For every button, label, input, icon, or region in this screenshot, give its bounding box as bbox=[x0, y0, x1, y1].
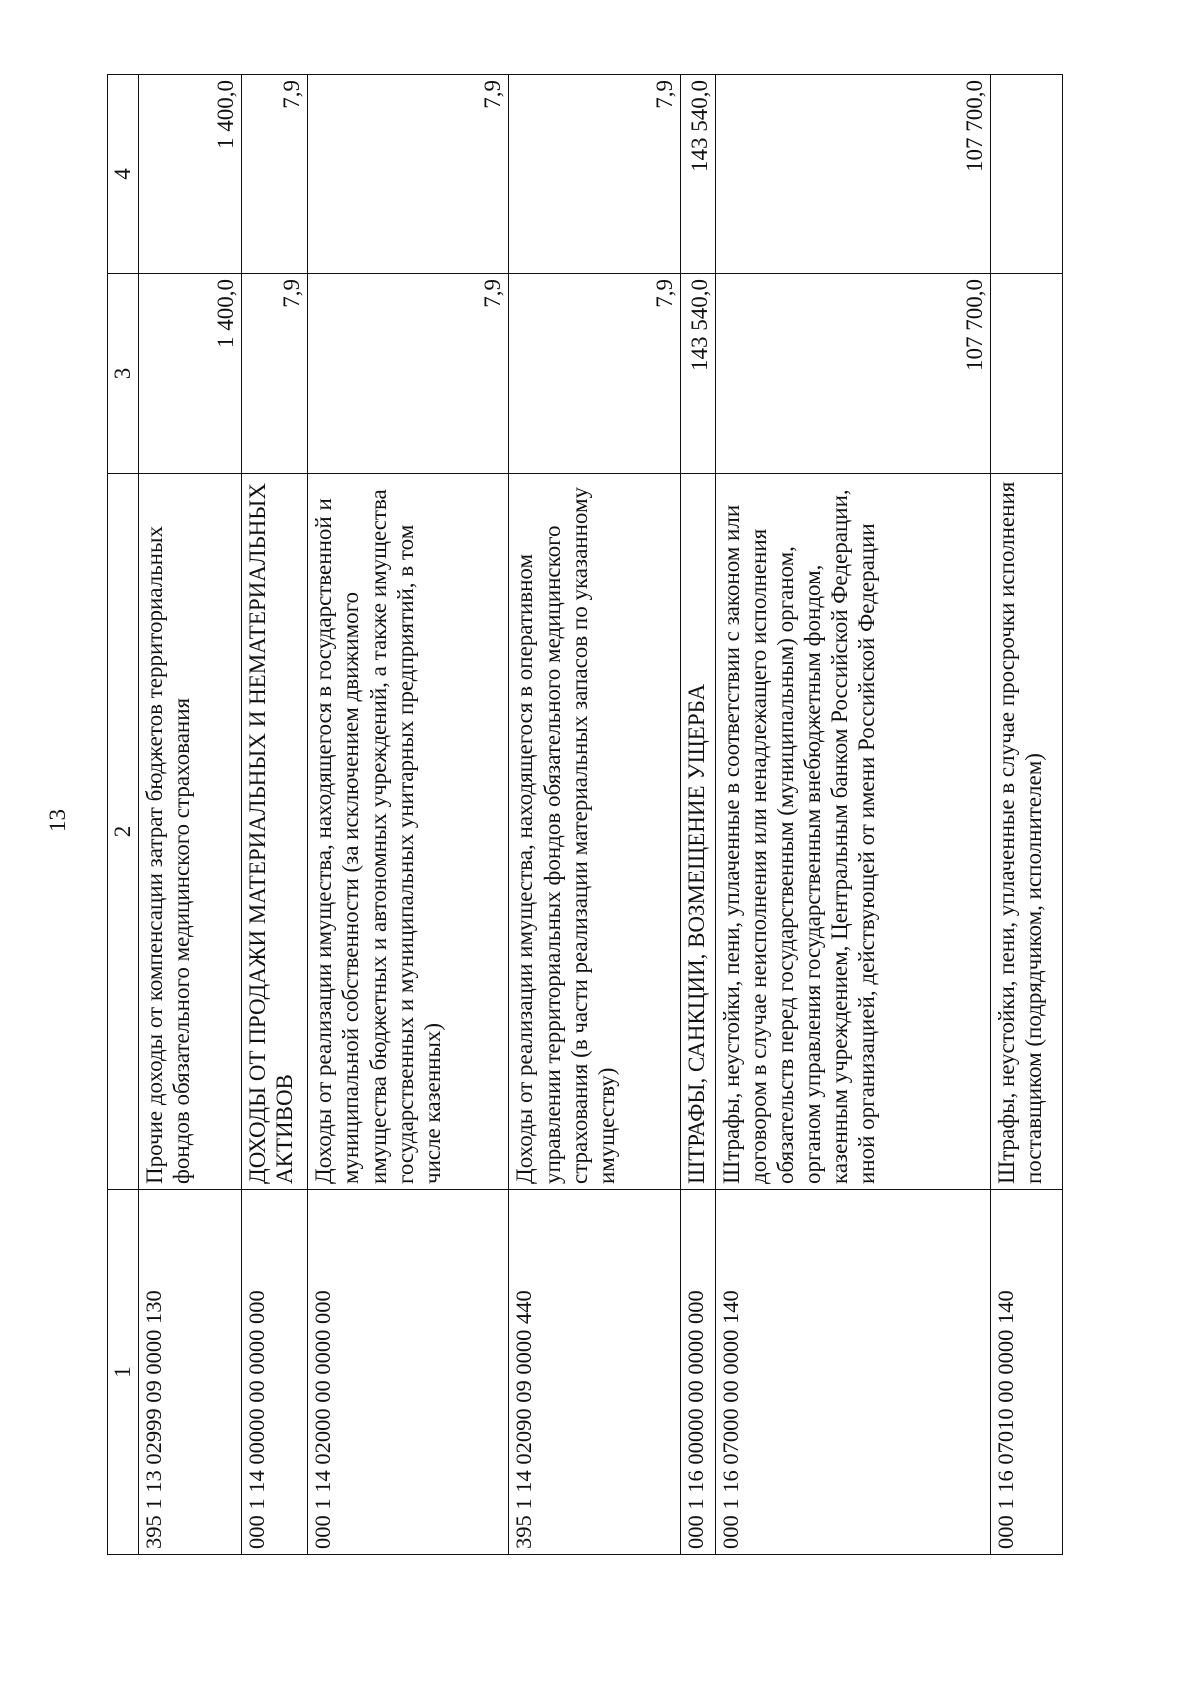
revenue-name-cell: Прочие доходы от компенсации затрат бюджетов территориальных фондов обязательного медицинского страхования bbox=[139, 474, 242, 1190]
table-header-row bbox=[108, 75, 139, 1555]
revenue-name-cell: Штрафы, неустойки, пени, уплаченные в случае просрочки исполнения поставщиком (подрядчиком, исполнителем) bbox=[990, 474, 1062, 1190]
amount-col3-cell: 7,9 bbox=[509, 274, 680, 474]
budget-code-cell: 000 1 16 07000 00 0000 140 bbox=[715, 1190, 990, 1555]
amount-col3-cell: 143 540,0 bbox=[680, 274, 715, 474]
amount-col4-cell: 1 400,0 bbox=[139, 75, 242, 274]
table-row bbox=[509, 75, 680, 1555]
table-row bbox=[139, 75, 242, 1555]
revenue-name-cell: ДОХОДЫ ОТ ПРОДАЖИ МАТЕРИАЛЬНЫХ И НЕМАТЕРИАЛЬНЫХ АКТИВОВ bbox=[241, 474, 308, 1190]
amount-col3-cell: 7,9 bbox=[308, 274, 509, 474]
table-row bbox=[990, 75, 1062, 1555]
amount-col4-cell: 7,9 bbox=[308, 75, 509, 274]
amount-col4-cell bbox=[990, 75, 1062, 274]
budget-code-cell: 000 1 16 00000 00 0000 000 bbox=[680, 1190, 715, 1555]
amount-col4-cell: 7,9 bbox=[241, 75, 308, 274]
revenue-name-cell: Доходы от реализации имущества, находящегося в государственной и муниципальной собственности (за исключением движимого имущества бюджетных и автономных учреждений, а также имущества государственных и муниципальных унитарных предприятий, в том числе казенных) bbox=[308, 474, 509, 1190]
table-row bbox=[680, 75, 715, 1555]
amount-col4-cell: 107 700,0 bbox=[715, 75, 990, 274]
amount-col3-cell: 107 700,0 bbox=[715, 274, 990, 474]
budget-code-cell: 395 1 13 02999 09 0000 130 bbox=[139, 1190, 242, 1555]
revenue-name-cell: Штрафы, неустойки, пени, уплаченные в соответствии с законом или договором в случае неисполнения или ненадлежащего исполнения обязательств перед государственным (муниципальным) органом, органом управления государственным внебюджетным фондом, казенным учреждением, Центральным банком Российской Федерации, иной организацией, действующей от имени Российской Федерации bbox=[715, 474, 990, 1190]
amount-col3-cell: 7,9 bbox=[241, 274, 308, 474]
revenue-table bbox=[107, 74, 1063, 1555]
table-row bbox=[715, 75, 990, 1555]
revenue-name-cell: Доходы от реализации имущества, находящегося в оперативном управлении территориальных фондов обязательного медицинского страхования (в части реализации материальных запасов по указанному имуществу) bbox=[509, 474, 680, 1190]
page-number: 13 bbox=[45, 809, 70, 832]
column-header-3: 3 bbox=[108, 274, 139, 474]
column-header-1: 1 bbox=[108, 1190, 139, 1555]
budget-code-cell: 395 1 14 02090 09 0000 440 bbox=[509, 1190, 680, 1555]
budget-code-cell: 000 1 14 02000 00 0000 000 bbox=[308, 1190, 509, 1555]
revenue-name-cell: ШТРАФЫ, САНКЦИИ, ВОЗМЕЩЕНИЕ УЩЕРБА bbox=[680, 474, 715, 1190]
rotated-page-content bbox=[107, 75, 1063, 1555]
budget-code-cell: 000 1 16 07010 00 0000 140 bbox=[990, 1190, 1062, 1555]
column-header-4: 4 bbox=[108, 75, 139, 274]
table-row bbox=[241, 75, 308, 1555]
budget-code-cell: 000 1 14 00000 00 0000 000 bbox=[241, 1190, 308, 1555]
table-row bbox=[308, 75, 509, 1555]
amount-col3-cell: 1 400,0 bbox=[139, 274, 242, 474]
amount-col3-cell bbox=[990, 274, 1062, 474]
column-header-2: 2 bbox=[108, 474, 139, 1190]
amount-col4-cell: 143 540,0 bbox=[680, 75, 715, 274]
amount-col4-cell: 7,9 bbox=[509, 75, 680, 274]
